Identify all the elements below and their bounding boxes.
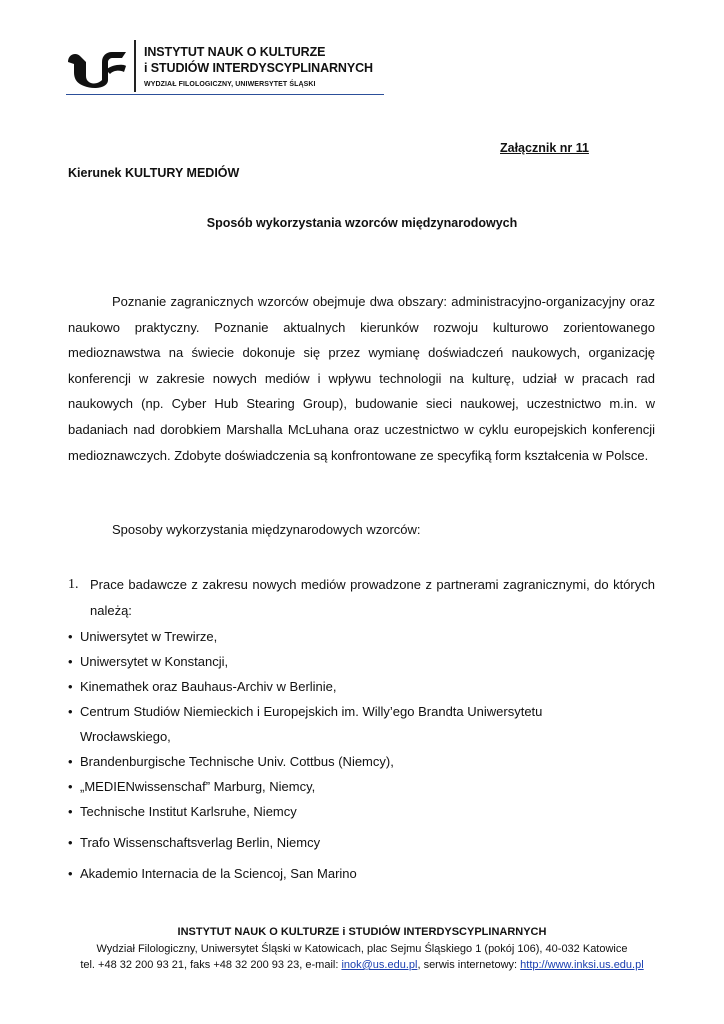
bullet-icon: • (68, 704, 73, 719)
letterhead (66, 40, 386, 96)
item-text: Prace badawcze z zakresu nowych mediów prowadzone z partnerami zagranicznymi, do których należą: (90, 577, 655, 618)
list-item (68, 674, 668, 699)
us-logo-icon (66, 48, 128, 88)
list-item (68, 830, 668, 855)
footer (0, 924, 724, 974)
footer-institute: INSTYTUT NAUK O KULTURZE i STUDIÓW INTERDYSCYPLINARNYCH (177, 926, 547, 938)
bullet-icon: • (68, 835, 73, 850)
email-link[interactable]: inok@us.edu.pl (341, 959, 418, 971)
bullet-icon: • (68, 654, 73, 669)
partner-text: „MEDIENwissenschaf” Marburg, Niemcy, (80, 779, 316, 794)
partner-text: Kinemathek oraz Bauhaus-Archiv w Berlinie, (80, 679, 337, 694)
bullet-icon: • (68, 754, 73, 769)
partner-text: Akademio Internacia de la Sciencoj, San Marino (80, 866, 357, 881)
document-title: Sposób wykorzystania wzorców międzynarodowych (206, 216, 518, 230)
program-name: Kierunek KULTURY MEDIÓW (68, 166, 240, 180)
footer-web-text: , serwis internetowy: (417, 959, 521, 971)
list-item (68, 774, 668, 799)
bullet-icon: • (68, 866, 73, 881)
intro-paragraph: Poznanie zagranicznych wzorców obejmuje dwa obszary: administracyjno-organizacyjny oraz naukowo praktyczny. Poznanie aktualnych kierunków rozwoju kulturowo zorientowanego medioznawstwa na świecie dokonuje się przez wymianę doświadczeń naukowych, organizację konferencji w zakresie nowych mediów i wpływu technologii na kulturę, udział w pracach rad naukowych (np. Cyber Hub Stearing Group), budowanie sieci naukowej, uczestnictwo m.in. w badaniach nad dorobkiem Marshalla McLuhana oraz uczestnictwo w cyklu europejskich konferencji medioznawczych. Zdobyte doświadczenia są konfrontowane ze specyfiką form kształcenia w Polsce. (68, 294, 655, 463)
annex-label: Załącznik nr 11 (500, 141, 589, 155)
list-item (68, 699, 580, 749)
partner-text: Brandenburgische Technische Univ. Cottbus (Niemcy), (80, 754, 394, 769)
partner-text: Uniwersytet w Trewirze, (80, 629, 218, 644)
list-item (68, 799, 668, 824)
partner-list (68, 624, 668, 886)
institute-line-1: INSTYTUT NAUK O KULTURZE (144, 45, 326, 59)
bullet-icon: • (68, 629, 73, 644)
website-link[interactable]: http://www.inksi.us.edu.pl (520, 959, 644, 971)
institute-line-2: i STUDIÓW INTERDYSCYPLINARNYCH (144, 61, 373, 75)
list-item (68, 649, 668, 674)
partner-text: Uniwersytet w Konstancji, (80, 654, 229, 669)
logo-divider (134, 40, 136, 92)
footer-contact (0, 957, 724, 974)
list-item (68, 624, 668, 649)
bullet-icon: • (68, 679, 73, 694)
partner-text: Centrum Studiów Niemieckich i Europejskich im. Willy’ego Brandta Uniwersytetu Wrocławskiego, (80, 704, 543, 744)
institute-name (144, 44, 373, 76)
faculty-name: WYDZIAŁ FILOLOGICZNY, UNIWERSYTET ŚLĄSKI (144, 81, 316, 88)
list-item (68, 861, 668, 886)
bullet-icon: • (68, 804, 73, 819)
footer-contact-text: tel. +48 32 200 93 21, faks +48 32 200 93 23, e-mail: (80, 959, 342, 971)
header-rule (66, 94, 384, 95)
partner-text: Technische Institut Karlsruhe, Niemcy (80, 804, 297, 819)
footer-address: Wydział Filologiczny, Uniwersytet Śląski w Katowicach, plac Sejmu Śląskiego 1 (pokój 106), 40-032 Katowice (96, 942, 628, 955)
numbered-item (68, 572, 655, 624)
item-number: 1. (68, 577, 79, 592)
bullet-icon: • (68, 779, 73, 794)
partner-text: Trafo Wissenschaftsverlag Berlin, Niemcy (80, 835, 321, 850)
ways-heading: Sposoby wykorzystania międzynarodowych wzorców: (112, 522, 421, 537)
list-item (68, 749, 668, 774)
